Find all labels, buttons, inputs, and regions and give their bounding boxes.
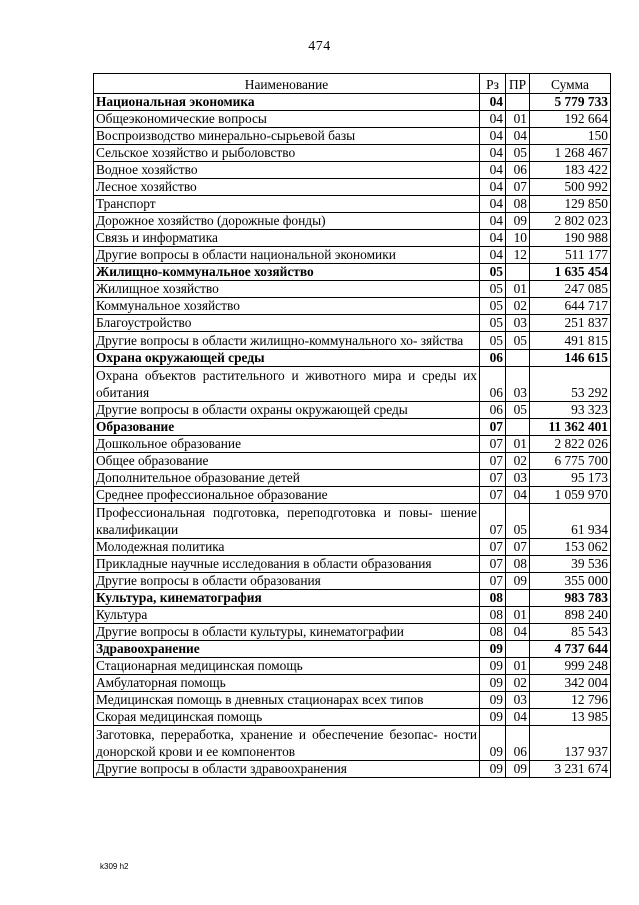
row-sum: 11 362 401 bbox=[530, 419, 611, 436]
row-pr: 02 bbox=[506, 453, 530, 470]
table-row bbox=[94, 453, 611, 470]
row-pr: 01 bbox=[506, 436, 530, 453]
table-row bbox=[94, 573, 611, 590]
table-row bbox=[94, 213, 611, 230]
table-row bbox=[94, 607, 611, 624]
row-name: Воспроизводство минерально-сырьевой базы bbox=[94, 128, 480, 145]
table-row bbox=[94, 539, 611, 556]
table-row bbox=[94, 658, 611, 675]
column-header-name: Наименование bbox=[94, 74, 480, 94]
row-sum: 53 292 bbox=[530, 367, 611, 402]
row-sum: 5 779 733 bbox=[530, 94, 611, 111]
row-rz: 04 bbox=[480, 196, 506, 213]
row-name: Дополнительное образование детей bbox=[94, 470, 480, 487]
table-row bbox=[94, 196, 611, 213]
row-pr: 09 bbox=[506, 213, 530, 230]
row-pr bbox=[506, 641, 530, 658]
row-name: Заготовка, переработка, хранение и обеспечение безопас- ности донорской крови и ее компонентов bbox=[94, 726, 480, 761]
row-sum: 129 850 bbox=[530, 196, 611, 213]
row-rz: 06 bbox=[480, 402, 506, 419]
table-row bbox=[94, 624, 611, 641]
row-rz: 07 bbox=[480, 504, 506, 539]
row-rz: 08 bbox=[480, 607, 506, 624]
row-name: Водное хозяйство bbox=[94, 162, 480, 179]
row-sum: 898 240 bbox=[530, 607, 611, 624]
table-row bbox=[94, 298, 611, 315]
table-row bbox=[94, 487, 611, 504]
row-name: Жилищное хозяйство bbox=[94, 281, 480, 298]
row-pr: 05 bbox=[506, 504, 530, 539]
row-pr: 12 bbox=[506, 247, 530, 264]
row-pr bbox=[506, 350, 530, 367]
row-rz: 09 bbox=[480, 658, 506, 675]
row-sum: 85 543 bbox=[530, 624, 611, 641]
row-sum: 4 737 644 bbox=[530, 641, 611, 658]
table-row bbox=[94, 761, 611, 778]
row-sum: 153 062 bbox=[530, 539, 611, 556]
row-name: Сельское хозяйство и рыболовство bbox=[94, 145, 480, 162]
section-row bbox=[94, 590, 611, 607]
table-row bbox=[94, 692, 611, 709]
section-row bbox=[94, 94, 611, 111]
row-pr bbox=[506, 264, 530, 281]
row-name: Профессиональная подготовка, переподготовка и повы- шение квалификации bbox=[94, 504, 480, 539]
row-sum: 247 085 bbox=[530, 281, 611, 298]
table-row bbox=[94, 247, 611, 264]
row-sum: 146 615 bbox=[530, 350, 611, 367]
row-name: Связь и информатика bbox=[94, 230, 480, 247]
row-rz: 07 bbox=[480, 556, 506, 573]
row-sum: 6 775 700 bbox=[530, 453, 611, 470]
row-rz: 07 bbox=[480, 419, 506, 436]
row-rz: 04 bbox=[480, 145, 506, 162]
column-header-sum: Сумма bbox=[530, 74, 611, 94]
row-rz: 07 bbox=[480, 487, 506, 504]
row-rz: 04 bbox=[480, 179, 506, 196]
section-row bbox=[94, 350, 611, 367]
row-pr: 06 bbox=[506, 162, 530, 179]
row-rz: 04 bbox=[480, 213, 506, 230]
table-row bbox=[94, 504, 611, 539]
row-pr: 04 bbox=[506, 128, 530, 145]
row-name: Амбулаторная помощь bbox=[94, 675, 480, 692]
row-sum: 999 248 bbox=[530, 658, 611, 675]
row-rz: 08 bbox=[480, 590, 506, 607]
row-sum: 3 231 674 bbox=[530, 761, 611, 778]
row-name: Культура bbox=[94, 607, 480, 624]
row-sum: 251 837 bbox=[530, 315, 611, 332]
row-pr: 04 bbox=[506, 709, 530, 726]
row-rz: 07 bbox=[480, 453, 506, 470]
row-sum: 491 815 bbox=[530, 332, 611, 350]
row-sum: 2 802 023 bbox=[530, 213, 611, 230]
row-pr: 02 bbox=[506, 298, 530, 315]
table-row bbox=[94, 402, 611, 419]
row-name: Стационарная медицинская помощь bbox=[94, 658, 480, 675]
row-rz: 04 bbox=[480, 94, 506, 111]
row-sum: 93 323 bbox=[530, 402, 611, 419]
row-pr: 01 bbox=[506, 281, 530, 298]
table-row bbox=[94, 709, 611, 726]
table-row bbox=[94, 436, 611, 453]
column-header-rz: Рз bbox=[480, 74, 506, 94]
row-pr: 03 bbox=[506, 315, 530, 332]
row-name: Охрана окружающей среды bbox=[94, 350, 480, 367]
row-pr: 02 bbox=[506, 675, 530, 692]
row-name: Транспорт bbox=[94, 196, 480, 213]
row-pr: 01 bbox=[506, 111, 530, 128]
row-sum: 1 635 454 bbox=[530, 264, 611, 281]
table-row bbox=[94, 675, 611, 692]
row-sum: 2 822 026 bbox=[530, 436, 611, 453]
row-rz: 04 bbox=[480, 128, 506, 145]
row-sum: 983 783 bbox=[530, 590, 611, 607]
row-rz: 07 bbox=[480, 573, 506, 590]
row-name: Коммунальное хозяйство bbox=[94, 298, 480, 315]
row-pr: 07 bbox=[506, 539, 530, 556]
row-pr: 03 bbox=[506, 692, 530, 709]
row-pr: 01 bbox=[506, 658, 530, 675]
row-rz: 05 bbox=[480, 332, 506, 350]
row-pr: 10 bbox=[506, 230, 530, 247]
row-rz: 05 bbox=[480, 315, 506, 332]
row-name: Среднее профессиональное образование bbox=[94, 487, 480, 504]
row-sum: 342 004 bbox=[530, 675, 611, 692]
table-row bbox=[94, 162, 611, 179]
table-header-row bbox=[94, 74, 611, 94]
row-rz: 07 bbox=[480, 539, 506, 556]
table-row bbox=[94, 315, 611, 332]
row-name: Общеэкономические вопросы bbox=[94, 111, 480, 128]
table-row bbox=[94, 128, 611, 145]
section-row bbox=[94, 264, 611, 281]
row-name: Другие вопросы в области жилищно-коммунального хо- зяйства bbox=[94, 332, 480, 350]
row-pr: 06 bbox=[506, 726, 530, 761]
row-rz: 06 bbox=[480, 350, 506, 367]
budget-table bbox=[93, 73, 611, 778]
row-rz: 04 bbox=[480, 247, 506, 264]
row-pr bbox=[506, 590, 530, 607]
row-name: Здравоохранение bbox=[94, 641, 480, 658]
row-rz: 07 bbox=[480, 436, 506, 453]
table-row bbox=[94, 470, 611, 487]
row-pr: 04 bbox=[506, 487, 530, 504]
row-name: Дорожное хозяйство (дорожные фонды) bbox=[94, 213, 480, 230]
row-pr: 07 bbox=[506, 179, 530, 196]
row-sum: 137 937 bbox=[530, 726, 611, 761]
table-row bbox=[94, 556, 611, 573]
row-name: Общее образование bbox=[94, 453, 480, 470]
row-rz: 08 bbox=[480, 624, 506, 641]
row-rz: 05 bbox=[480, 281, 506, 298]
row-pr: 05 bbox=[506, 402, 530, 419]
row-rz: 04 bbox=[480, 230, 506, 247]
row-rz: 06 bbox=[480, 367, 506, 402]
section-row bbox=[94, 641, 611, 658]
row-sum: 500 992 bbox=[530, 179, 611, 196]
row-name: Благоустройство bbox=[94, 315, 480, 332]
row-sum: 1 059 970 bbox=[530, 487, 611, 504]
row-name: Охрана объектов растительного и животного мира и среды их обитания bbox=[94, 367, 480, 402]
row-name: Жилищно-коммунальное хозяйство bbox=[94, 264, 480, 281]
row-name: Прикладные научные исследования в области образования bbox=[94, 556, 480, 573]
row-name: Образование bbox=[94, 419, 480, 436]
row-pr: 05 bbox=[506, 332, 530, 350]
table-row bbox=[94, 281, 611, 298]
row-sum: 511 177 bbox=[530, 247, 611, 264]
row-name: Другие вопросы в области здравоохранения bbox=[94, 761, 480, 778]
table-row bbox=[94, 332, 611, 350]
row-sum: 192 664 bbox=[530, 111, 611, 128]
footer-code: k309 h2 bbox=[100, 862, 129, 871]
table-row bbox=[94, 111, 611, 128]
table-body bbox=[94, 94, 611, 778]
table-row bbox=[94, 230, 611, 247]
row-pr: 04 bbox=[506, 624, 530, 641]
row-rz: 04 bbox=[480, 111, 506, 128]
row-pr bbox=[506, 419, 530, 436]
row-rz: 09 bbox=[480, 641, 506, 658]
table-row bbox=[94, 367, 611, 402]
row-sum: 12 796 bbox=[530, 692, 611, 709]
row-sum: 190 988 bbox=[530, 230, 611, 247]
row-pr: 05 bbox=[506, 145, 530, 162]
row-name: Культура, кинематография bbox=[94, 590, 480, 607]
row-name: Лесное хозяйство bbox=[94, 179, 480, 196]
row-rz: 09 bbox=[480, 675, 506, 692]
row-sum: 150 bbox=[530, 128, 611, 145]
row-name: Другие вопросы в области национальной экономики bbox=[94, 247, 480, 264]
row-name: Дошкольное образование bbox=[94, 436, 480, 453]
row-sum: 61 934 bbox=[530, 504, 611, 539]
table-row bbox=[94, 179, 611, 196]
row-pr: 01 bbox=[506, 607, 530, 624]
row-pr: 08 bbox=[506, 556, 530, 573]
row-sum: 644 717 bbox=[530, 298, 611, 315]
row-pr: 08 bbox=[506, 196, 530, 213]
table-row bbox=[94, 145, 611, 162]
column-header-pr: ПР bbox=[506, 74, 530, 94]
row-rz: 09 bbox=[480, 692, 506, 709]
row-rz: 05 bbox=[480, 264, 506, 281]
table-row bbox=[94, 726, 611, 761]
row-sum: 39 536 bbox=[530, 556, 611, 573]
row-rz: 09 bbox=[480, 726, 506, 761]
row-sum: 95 173 bbox=[530, 470, 611, 487]
row-name: Другие вопросы в области культуры, кинематографии bbox=[94, 624, 480, 641]
row-pr bbox=[506, 94, 530, 111]
row-name: Молодежная политика bbox=[94, 539, 480, 556]
row-rz: 05 bbox=[480, 298, 506, 315]
row-sum: 1 268 467 bbox=[530, 145, 611, 162]
row-name: Медицинская помощь в дневных стационарах всех типов bbox=[94, 692, 480, 709]
row-pr: 03 bbox=[506, 367, 530, 402]
row-sum: 355 000 bbox=[530, 573, 611, 590]
row-rz: 04 bbox=[480, 162, 506, 179]
page-number: 474 bbox=[308, 39, 331, 54]
row-name: Другие вопросы в области охраны окружающей среды bbox=[94, 402, 480, 419]
row-sum: 13 985 bbox=[530, 709, 611, 726]
row-name: Скорая медицинская помощь bbox=[94, 709, 480, 726]
row-name: Национальная экономика bbox=[94, 94, 480, 111]
row-pr: 03 bbox=[506, 470, 530, 487]
row-sum: 183 422 bbox=[530, 162, 611, 179]
section-row bbox=[94, 419, 611, 436]
row-pr: 09 bbox=[506, 573, 530, 590]
row-rz: 09 bbox=[480, 709, 506, 726]
row-rz: 09 bbox=[480, 761, 506, 778]
row-pr: 09 bbox=[506, 761, 530, 778]
row-rz: 07 bbox=[480, 470, 506, 487]
row-name: Другие вопросы в области образования bbox=[94, 573, 480, 590]
